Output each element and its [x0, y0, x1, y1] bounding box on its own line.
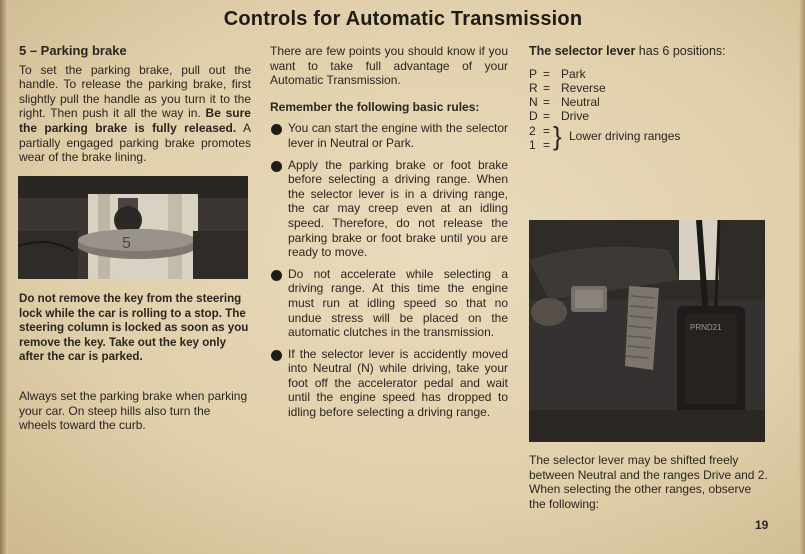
bullet-icon: [271, 124, 282, 135]
rule-item: [270, 347, 508, 420]
position-row: [529, 81, 769, 95]
position-key: N: [529, 95, 538, 110]
selector-lever-photo: [529, 220, 765, 442]
brace-icon: }: [553, 120, 562, 151]
page-number: 19: [755, 518, 769, 532]
position-key: 1: [529, 138, 536, 153]
parking-brake-emphasis: Be sure the parking brake is fully released.: [19, 106, 251, 135]
steering-lock-warning: Do not remove the key from the steering lock while the car is rolling to a stop. The steering column is locked as soon as you remove the key. Take out the key only after the car is parked.: [19, 292, 249, 363]
parking-brake-photo: [18, 176, 248, 279]
selector-tail: has 6 positions:: [635, 44, 726, 58]
position-label: Park: [561, 66, 586, 81]
position-eq: =: [543, 66, 551, 81]
position-eq: =: [543, 80, 551, 95]
parking-brake-section: [19, 44, 251, 165]
rule-item: [270, 121, 508, 150]
parking-brake-intro: To set the parking brake, pull out the handle. To release the parking brake, first slightly pull the handle as you turn it to the right. Then push it all the way in.: [19, 62, 251, 121]
lower-ranges-label: Lower driving ranges: [569, 128, 681, 143]
shift-note: The selector lever may be shifted freely between Neutral and the ranges Drive and 2. When selecting the other ranges, observe the following:: [529, 453, 768, 511]
book-spine: [0, 0, 8, 554]
position-label: Neutral: [561, 95, 600, 110]
position-row: [529, 109, 769, 123]
page-title: Controls for Automatic Transmission: [223, 8, 583, 30]
position-list: [529, 67, 769, 153]
rule-item: [270, 158, 508, 260]
rules-heading: Remember the following basic rules:: [270, 99, 480, 114]
selector-lever-illustration: [529, 220, 765, 442]
rule-text: Do not accelerate while selecting a driving range. At this time the engine must run at idling speed so that no undue stress will be placed on the automatic clutches in the transmission.: [288, 266, 508, 340]
gate-letters: PRND21: [690, 323, 722, 332]
position-row: [529, 67, 769, 81]
position-eq: =: [543, 95, 551, 110]
rule-text: You can start the engine with the selector lever in Neutral or Park.: [288, 121, 508, 150]
rule-text: If the selector lever is accidently moved into Neutral (N) while driving, take your foot off the accelerator pedal and wait until the engine speed has dropped to idling before selecting a driving range.: [288, 346, 508, 420]
parking-advice: Always set the parking brake when parking your car. On steep hills also turn the wheels toward the curb.: [19, 389, 248, 433]
position-key: R: [529, 80, 538, 95]
position-row: [529, 95, 769, 109]
rules-section: [270, 44, 508, 427]
selector-bold: The selector lever: [529, 44, 636, 58]
rule-text: Apply the parking brake or foot brake before selecting a driving range. When the selector lever is in a driving range, the car may creep even at an idling speed. Therefore, do not release the parking brake or foot brake until you are ready to move.: [288, 157, 508, 260]
bullet-icon: [271, 161, 282, 172]
selector-section: [529, 44, 769, 152]
position-key: P: [529, 66, 538, 81]
position-label: Reverse: [561, 80, 606, 95]
parking-brake-heading: 5 – Parking brake: [19, 43, 127, 58]
rules-list: [270, 100, 508, 420]
position-key: D: [529, 109, 538, 124]
parking-brake-illustration: [18, 176, 248, 279]
position-eq: =: [543, 109, 551, 124]
position-key: 2: [529, 123, 536, 138]
position-eq: =: [543, 123, 551, 138]
bullet-icon: [271, 350, 282, 361]
position-eq: =: [543, 138, 551, 153]
selector-intro: [529, 44, 769, 59]
rules-intro: There are few points you should know if you want to take full advantage of your Automatic Transmission.: [270, 44, 508, 88]
parking-brake-tail: A partially engaged parking brake promotes wear of the brake lining.: [19, 120, 251, 165]
rule-item: [270, 267, 508, 340]
position-label: Drive: [561, 109, 590, 124]
handle-number: 5: [122, 235, 131, 252]
bullet-icon: [271, 270, 282, 281]
page-edge: [799, 0, 805, 554]
parking-brake-text: [19, 63, 251, 165]
